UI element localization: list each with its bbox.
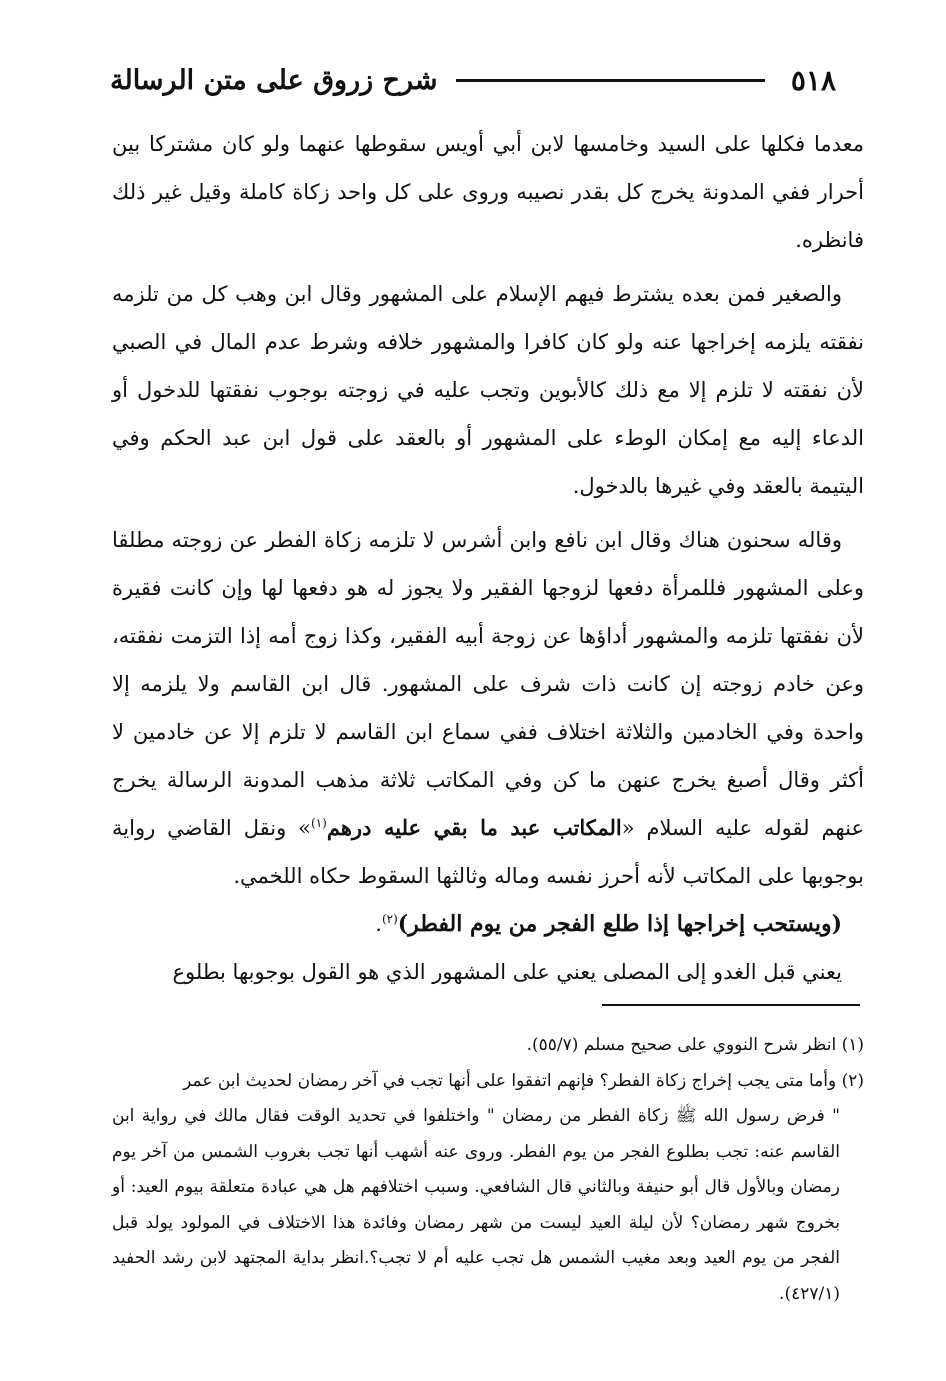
- page-number: ٥١٨: [790, 63, 836, 97]
- paragraph-minor-children: والصغير فمن بعده يشترط فيهم الإسلام على المشهور وقال ابن وهب كل من تلزمه نفقته يلزمه إخراجها عنه ولو كان كافرا والمشهور خلافه وشرط عدم المال في الصبي لأن نفقته لا تلزم إلا مع ذلك كالأبوين وتجب عليه في زوجته بوجوب نفقتها للدخول أو الدعاء إليه مع إمكان الوطء على المشهور أو بالعقد على قول ابن عبد الحكم وفي اليتيمة بالعقد وفي غيرها بالدخول.: [112, 282, 864, 498]
- matn-line: [112, 900, 864, 948]
- footnote-2-first-line: (٢) وأما متى يجب إخراج زكاة الفطر؟ فإنهم اتفقوا على أنها تجب في آخر رمضان لحديث ابن عمر: [183, 1070, 864, 1091]
- footnote-1: (١) انظر شرح النووي على صحيح مسلم (٥٥/٧).: [526, 1035, 864, 1055]
- footnotes: [112, 1028, 864, 1312]
- footnote-ref: (١): [311, 816, 327, 830]
- matn-text: (ويستحب إخراجها إذا طلع الفجر من يوم الفطر): [397, 911, 842, 937]
- running-title: شرح زروق على متن الرسالة: [110, 64, 438, 96]
- footnote-2-body: " فرض رسول الله ﷺ زكاة الفطر من رمضان " واختلفوا في تحديد الوقت فقال مالك في رواية ابن القاسم عنه: تجب بطلوع الفجر من يوم الفطر. وروى عنه أشهب أنها تجب بغروب الشمس من آخر يوم رمضان وبالأول قال أبو حنيفة وبالثاني قال الشافعي. وسبب اختلافهم هل هي عبادة متعلقة بيوم العيد: أو بخروج شهر رمضان؟ لأن ليلة العيد ليست من شهر رمضان وفائدة هذا الاختلاف في المولود يولد قبل الفجر من يوم العيد وبعد مغيب الشمس هل تجب عليه أم لا تجب؟.انظر بداية المجتهد لابن رشد الحفيد (٤٢٧/١).: [112, 1106, 840, 1304]
- header-rule: [456, 79, 765, 82]
- paragraph-continuation: معدما فكلها على السيد وخامسها لابن أبي أويس سقوطها عنهما ولو كان مشتركا بين أحرار ففي المدونة يخرج كل بقدر نصيبه وروى على كل واحد زكاة كاملة وقيل غير ذلك فانظره.: [112, 132, 864, 252]
- main-text: [112, 120, 864, 996]
- paragraph-commentary: يعني قبل الغدو إلى المصلى يعني على المشهور الذي هو القول بوجوبها بطلوع: [172, 960, 842, 984]
- footnote-separator: [602, 1004, 860, 1006]
- paragraph-text: » ونقل القاضي رواية بوجوبها على المكاتب لأنه أحرز نفسه وماله وثالثها السقوط حكاه اللخمي.: [112, 816, 864, 888]
- footnote-ref: (٢): [381, 912, 398, 926]
- paragraph-text: وقاله سحنون هناك وقال ابن نافع وابن أشرس لا تلزمه زكاة الفطر عن زوجته مطلقا وعلى المشهور فللمرأة دفعها لزوجها الفقير ولا يجوز له هو دفعها لها وإن كانت فقيرة لأن نفقتها تلزمه والمشهور أداؤها عن زوجة أبيه الفقير، وكذا زوج أمه إذا التزمت نفقته، وعن خادم زوجته إن كانت ذات شرف على المشهور. قال ابن القاسم ولا يلزمه إلا واحدة وفي الخادمين والثلاثة اختلاف ففي سماع ابن القاسم لا تلزم إلا عن خادمين لا أكثر وقال أصبغ يخرج عنهن ما كن وفي المكاتب ثلاثة مذهب المدونة الرسالة يخرج عنهم لقوله عليه السلام «: [112, 528, 864, 840]
- paragraph-spouse: [112, 516, 864, 900]
- page-header: [110, 62, 836, 98]
- hadith-quote: المكاتب عبد ما بقي عليه درهم: [326, 815, 622, 840]
- matn-end: .: [375, 912, 382, 936]
